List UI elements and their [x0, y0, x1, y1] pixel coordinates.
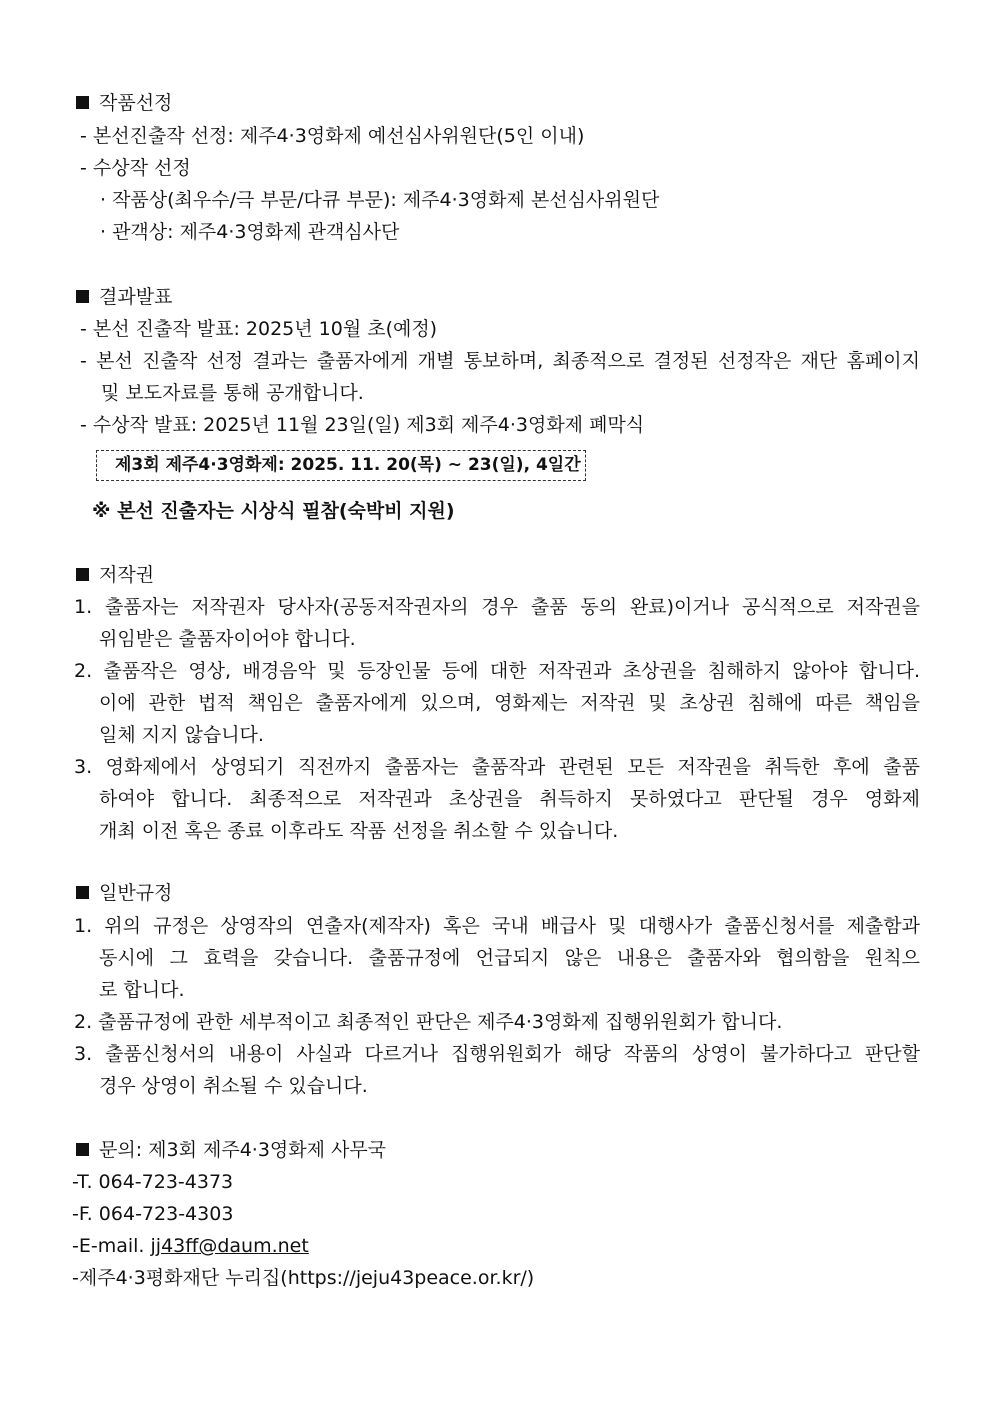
copyright-line: 일체 지지 않습니다. — [99, 724, 264, 746]
award-item-best: · 작품상(최우수/극 부문/다큐 부문): 제주4·3영화제 본선심사위원단 — [100, 189, 660, 211]
results-line: - 본선 진출작 선정 결과는 출품자에게 개별 통보하며, 최종적으로 결정된 선정작은 재단 홈페이지 — [80, 350, 920, 372]
general-rules-line: 1. 위의 규정은 상영작의 연출자(제작자) 혹은 국내 배급사 및 대행사가 출품신청서를 제출함과 — [74, 915, 920, 937]
copyright-heading: 저작권 — [76, 562, 154, 588]
copyright-line: 개최 이전 혹은 종료 이후라도 작품 선정을 취소할 수 있습니다. — [99, 820, 619, 842]
contact-website: -제주4·3평화재단 누리집(https://jeju43peace.or.kr/) — [72, 1267, 535, 1289]
results-line: - 수상작 발표: 2025년 11월 23일(일) 제3회 제주4·3영화제 폐막식 — [80, 414, 645, 436]
contact-email-link[interactable]: jj43ff@daum.net — [150, 1235, 309, 1257]
copyright-line: 하여야 합니다. 최종적으로 저작권과 초상권을 취득하지 못하였다고 판단될 경우 영화제 — [99, 788, 920, 810]
finalist-selection-line: - 본선진출작 선정: 제주4·3영화제 예선심사위원단(5인 이내) — [80, 125, 585, 147]
general-rules-line: 경우 상영이 취소될 수 있습니다. — [99, 1075, 368, 1097]
square-bullet-icon — [76, 96, 89, 109]
square-bullet-icon — [76, 290, 89, 303]
copyright-line: 2. 출품작은 영상, 배경음악 및 등장인물 등에 대한 저작권과 초상권을 침해하지 않아야 합니다. — [74, 660, 920, 682]
contact-heading: 문의: 제3회 제주4·3영화제 사무국 — [76, 1137, 386, 1163]
general-rules-line: 동시에 그 효력을 갖습니다. 출품규정에 언급되지 않은 내용은 출품자와 협의함을 원칙으 — [99, 947, 920, 969]
results-heading: 결과발표 — [76, 284, 172, 310]
festival-dates-box: 제3회 제주4·3영화제: 2025. 11. 20(목) ~ 23(일), 4일간 — [96, 450, 586, 481]
award-item-audience: · 관객상: 제주4·3영화제 관객심사단 — [100, 221, 400, 243]
selection-heading: 작품선정 — [76, 90, 172, 116]
results-line: 및 보도자료를 통해 공개합니다. — [101, 382, 364, 404]
square-bullet-icon — [76, 886, 89, 899]
finalist-attendance-note: ※ 본선 진출자는 시상식 필참(숙박비 지원) — [92, 500, 455, 522]
contact-tel: -T. 064-723-4373 — [72, 1171, 234, 1193]
square-bullet-icon — [76, 568, 89, 581]
copyright-line: 이에 관한 법적 책임은 출품자에게 있으며, 영화제는 저작권 및 초상권 침해에 따른 책임을 — [99, 692, 920, 714]
general-rules-heading: 일반규정 — [76, 880, 172, 906]
square-bullet-icon — [76, 1143, 89, 1156]
contact-email-line — [72, 1233, 309, 1259]
general-rules-line: 2. 출품규정에 관한 세부적이고 최종적인 판단은 제주4·3영화제 집행위원회가 합니다. — [74, 1011, 783, 1033]
copyright-line: 3. 영화제에서 상영되기 직전까지 출품자는 출품작과 관련된 모든 저작권을 취득한 후에 출품 — [74, 756, 920, 778]
results-line: - 본선 진출작 발표: 2025년 10월 초(예정) — [80, 318, 438, 340]
contact-fax: -F. 064-723-4303 — [72, 1203, 234, 1225]
copyright-line: 1. 출품자는 저작권자 당사자(공동저작권자의 경우 출품 동의 완료)이거나 공식적으로 저작권을 — [74, 596, 920, 618]
contact-email-prefix: -E-mail. — [72, 1235, 151, 1257]
general-rules-line: 로 합니다. — [99, 979, 185, 1001]
general-rules-line: 3. 출품신청서의 내용이 사실과 다르거나 집행위원회가 해당 작품의 상영이 불가하다고 판단할 — [74, 1043, 920, 1065]
award-selection-line: - 수상작 선정 — [80, 157, 191, 179]
copyright-line: 위임받은 출품자이어야 합니다. — [99, 628, 356, 650]
